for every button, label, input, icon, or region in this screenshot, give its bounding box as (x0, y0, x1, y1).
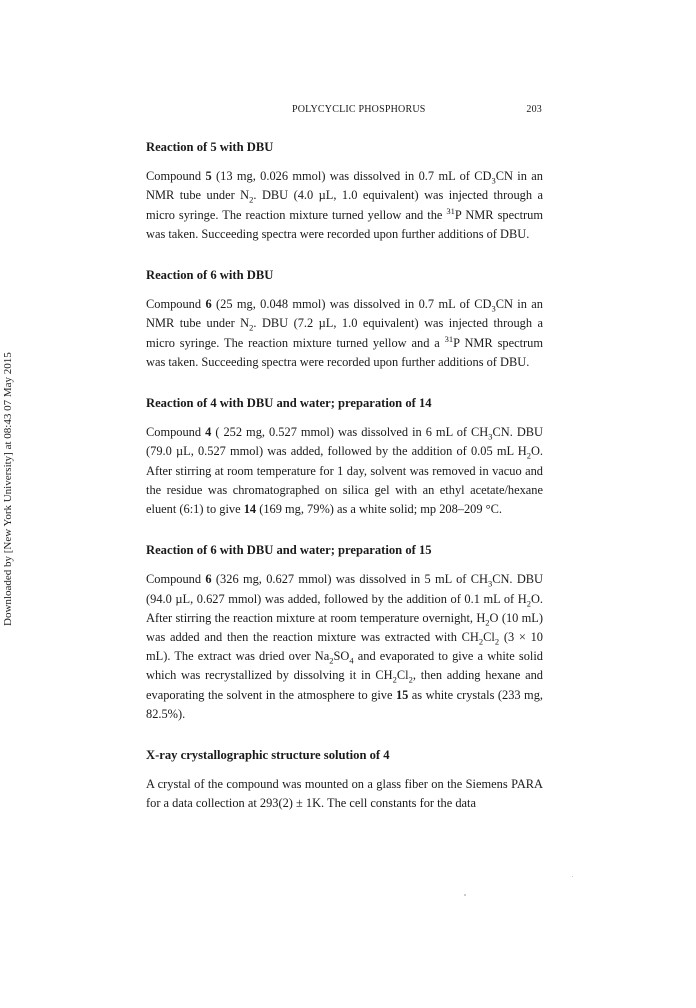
section-paragraph: Compound 4 ( 252 mg, 0.527 mmol) was dissolved in 6 mL of $CH_3CN$. DBU (79.0 µL, 0.527 mmol) was added, followed by the addition of 0.05 mL $H_2O$. After stirring at room temperature for 1 day, solvent was removed in vacuo and the residue was chromatographed on silica gel with an ethyl acetate/hexane eluent (6:1) to give 14 (169 mg, 79%) as a white solid; mp 208–209 °C. (146, 425, 543, 517)
article-body (146, 138, 543, 814)
section-reaction-6-dbu (146, 266, 543, 372)
section-heading: Reaction of 6 with DBU and water; preparation of 15 (146, 543, 432, 558)
section-heading: Reaction of 6 with DBU (146, 268, 274, 283)
section-heading: Reaction of 4 with DBU and water; preparation of 14 (146, 396, 432, 411)
section-paragraph: A crystal of the compound was mounted on a glass fiber on the Siemens PARA for a data collection at 293(2) ± 1K. The cell constants for the data (146, 777, 543, 811)
section-xray-structure (146, 746, 543, 814)
section-preparation-15 (146, 541, 543, 724)
download-watermark: Downloaded by [New York University] at 08:43 07 May 2015 (2, 352, 14, 626)
scan-speck (464, 894, 466, 896)
section-heading: Reaction of 5 with DBU (146, 140, 274, 154)
section-paragraph: Compound 6 (326 mg, 0.627 mmol) was dissolved in 5 mL of $CH_3CN$. DBU (94.0 µL, 0.627 mmol) was added, followed by the addition of 0.1 mL of $H_2O$. After stirring the reaction mixture at room temperature overnight, $H_2O$ (10 mL) was added and then the reaction mixture was extracted with $CH_2Cl_2$ (3 × 10 mL). The extract was dried over $Na_2SO_4$ and evaporated to give a white solid which was recrystallized by dissolving it in $CH_2Cl_2$, then adding hexane and evaporating the solvent in the atmosphere to give 15 as white crystals (233 mg, 82.5%). (146, 572, 544, 721)
page-number: 203 (526, 104, 542, 115)
scan-speck (572, 876, 573, 877)
section-heading: X-ray crystallographic structure solution of 4 (146, 748, 390, 763)
section-paragraph: Compound 5 (13 mg, 0.026 mmol) was dissolved in 0.7 mL of $CD_3CN$ in an NMR tube under $N_2$. DBU (4.0 µL, 1.0 equivalent) was injected through a micro syringe. The reaction mixture turned yellow and the $^{31}$P NMR spectrum was taken. Succeeding spectra were recorded upon further additions of DBU. (146, 169, 544, 241)
running-title: POLYCYCLIC PHOSPHORUS (292, 104, 426, 115)
section-preparation-14 (146, 394, 543, 519)
section-paragraph: Compound 6 (25 mg, 0.048 mmol) was dissolved in 0.7 mL of $CD_3CN$ in an NMR tube under $N_2$. DBU (7.2 µL, 1.0 equivalent) was injected through a micro syringe. The reaction mixture turned yellow and a $^{31}$P NMR spectrum was taken. Succeeding spectra were recorded upon further additions of DBU. (146, 297, 544, 369)
section-reaction-5-dbu (146, 138, 543, 244)
